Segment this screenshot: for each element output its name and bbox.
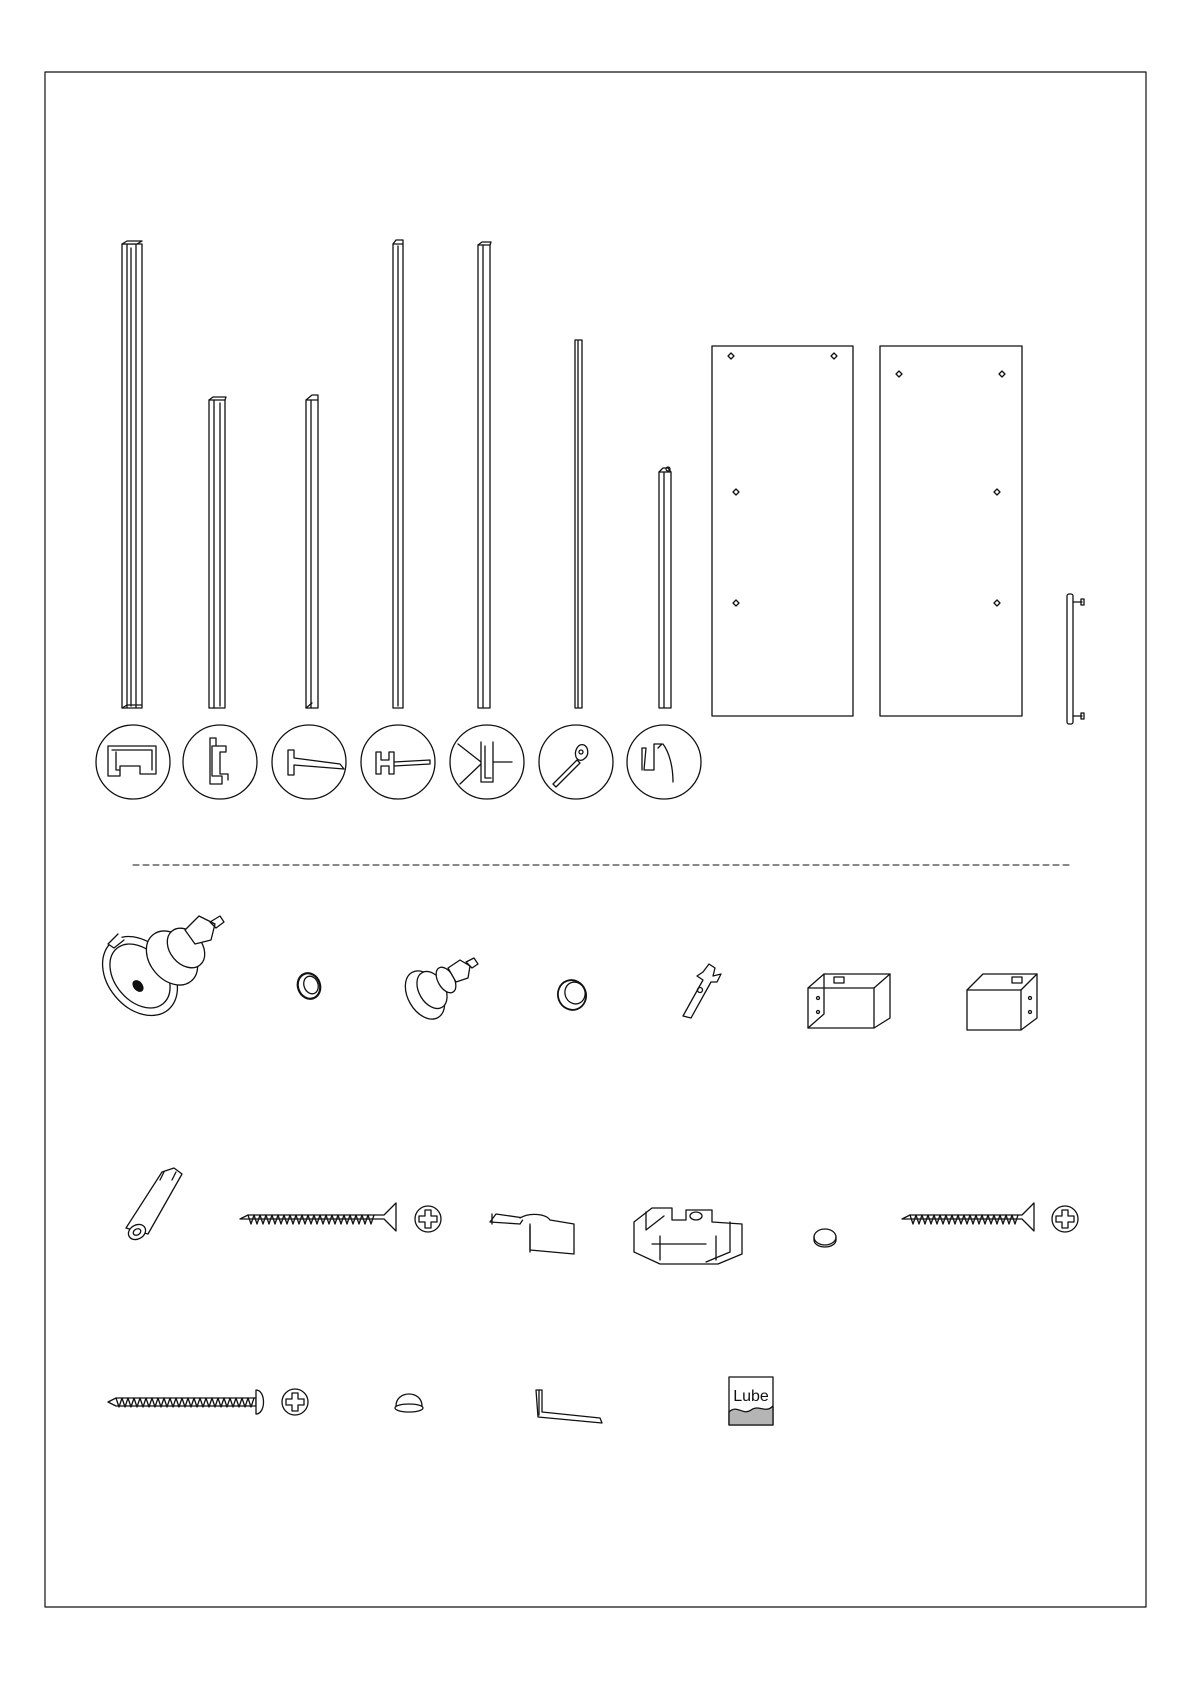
medium-roller (397, 958, 478, 1026)
countersunk-screw-long (240, 1203, 396, 1231)
glass-clip (490, 1214, 574, 1254)
spanner-wrench (683, 964, 721, 1018)
large-roller (87, 916, 224, 1030)
pan-head-screw (108, 1390, 264, 1414)
profile-6 (575, 340, 582, 708)
allen-key (536, 1390, 602, 1423)
lube-sachet (729, 1377, 773, 1425)
page-border (45, 72, 1146, 1607)
section-6 (539, 725, 613, 799)
floor-guide-bracket (634, 1208, 742, 1264)
section-1 (96, 725, 170, 799)
profile-7 (659, 467, 671, 708)
spacer-ring-medium (554, 976, 591, 1014)
profile-2 (209, 397, 226, 708)
profile-3 (306, 395, 318, 708)
spacer-ring-small (294, 970, 324, 1002)
profile-5 (478, 242, 491, 708)
door-handle (1067, 594, 1084, 724)
profile-1 (122, 241, 142, 708)
phillips-head-icon-2 (1052, 1206, 1078, 1232)
phillips-head-icon-3 (282, 1389, 308, 1415)
profile-4 (393, 240, 403, 708)
section-3 (272, 725, 346, 799)
dome-cover-cap (395, 1394, 423, 1412)
lube-label: Lube (733, 1388, 769, 1405)
section-2 (183, 725, 257, 799)
bracket-box-right (967, 974, 1037, 1030)
countersunk-screw-short (902, 1203, 1034, 1231)
phillips-head-icon-1 (415, 1206, 441, 1232)
glass-panel-left (712, 346, 853, 716)
section-7 (627, 725, 701, 799)
glass-panel-right (880, 346, 1022, 716)
cover-cap-small (814, 1229, 836, 1247)
section-4 (361, 725, 435, 799)
bracket-box-left (808, 974, 890, 1028)
section-5 (450, 725, 524, 799)
wall-plug (126, 1168, 182, 1243)
